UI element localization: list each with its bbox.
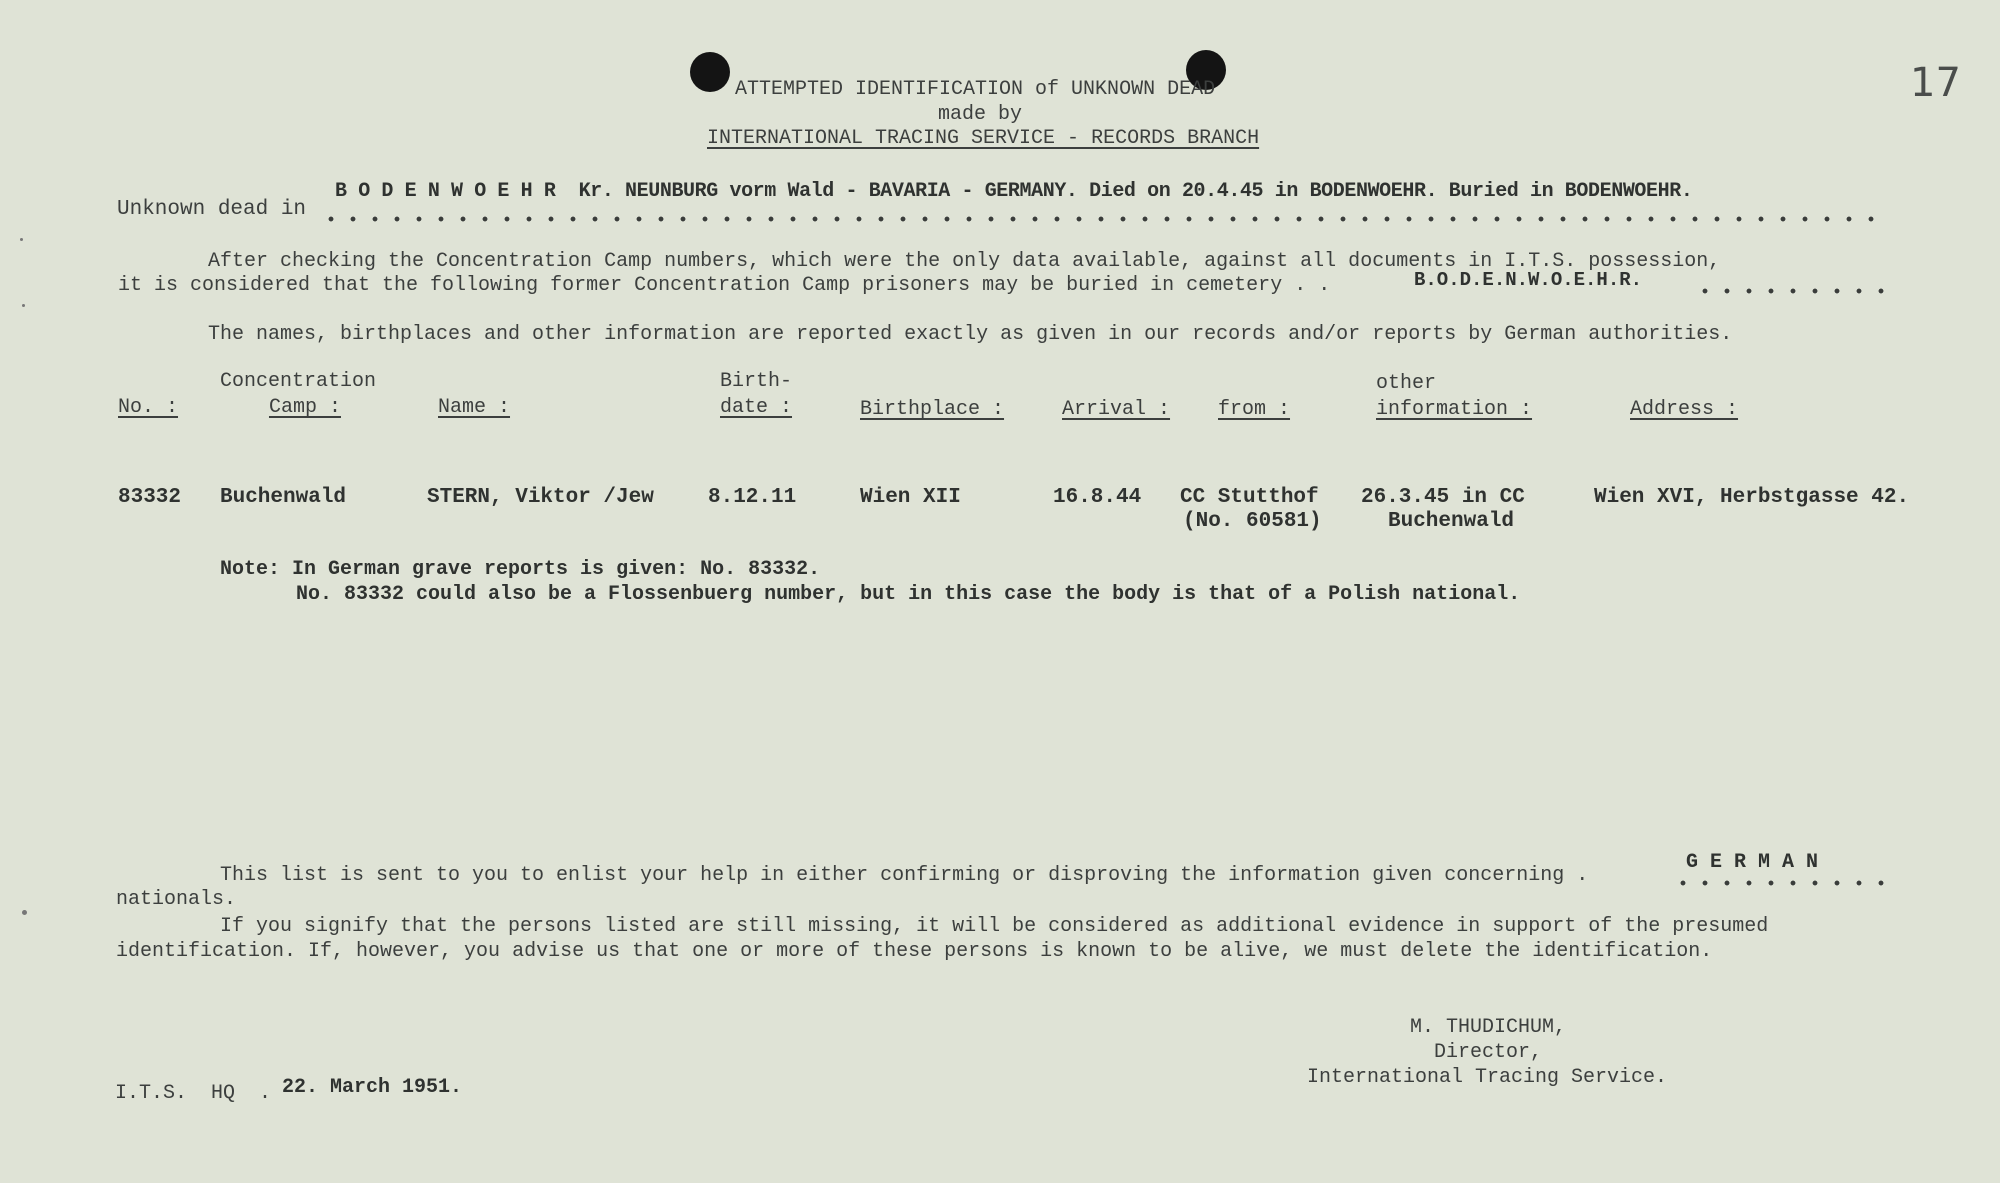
row-arrival: 16.8.44 — [1053, 486, 1142, 509]
header-organization: INTERNATIONAL TRACING SERVICE - RECORDS BRANCH — [707, 127, 1260, 150]
col-birthplace: Birthplace : — [860, 398, 1005, 421]
punch-hole-left — [690, 52, 730, 92]
dotted-leader-nationality — [1672, 880, 1892, 886]
col-address: Address : — [1630, 398, 1739, 421]
col-camp: Camp : — [268, 396, 341, 419]
closing-line-1: This list is sent to you to enlist your help in either confirming or disproving the information given concerning . — [220, 864, 1589, 887]
footer-place: I.T.S. HQ . — [115, 1082, 272, 1105]
dotted-leader-unknown-dead — [320, 216, 1880, 222]
signature-organization: International Tracing Service. — [1307, 1066, 1668, 1089]
row-from-line-1: CC Stutthof — [1180, 486, 1319, 509]
nationality: G E R M A N — [1686, 851, 1819, 874]
paper-speck — [22, 304, 25, 307]
row-birthplace: Wien XII — [860, 486, 961, 509]
row-other-line-2: Buchenwald — [1388, 510, 1515, 533]
intro-line-3: The names, birthplaces and other information are reported exactly as given in our records and/or reports by German authorities. — [208, 323, 1733, 346]
col-arrival: Arrival : — [1062, 398, 1171, 421]
col-other-top: other — [1376, 372, 1437, 395]
col-birthdate-top: Birth- — [720, 370, 793, 393]
header-made-by: made by — [938, 103, 1023, 126]
closing-line-2: nationals. — [116, 888, 237, 911]
note-line-2: No. 83332 could also be a Flossenbuerg number, but in this case the body is that of a Polish national. — [296, 583, 1521, 606]
closing-line-3: If you signify that the persons listed are still missing, it will be considered as additional evidence in support of the presumed — [220, 915, 1769, 938]
footer-date: 22. March 1951. — [282, 1076, 463, 1099]
paper-speck — [20, 238, 23, 241]
col-name: Name : — [438, 396, 511, 419]
row-from-line-2: (No. 60581) — [1183, 510, 1322, 533]
row-no: 83332 — [118, 486, 182, 509]
col-camp-top: Concentration — [220, 370, 377, 393]
row-birthdate: 8.12.11 — [708, 486, 797, 509]
dotted-leader-cemetery — [1694, 288, 1884, 294]
row-name: STERN, Viktor /Jew — [427, 486, 654, 509]
closing-line-4: identification. If, however, you advise us that one or more of these persons is known to be alive, we must delete the identification. — [116, 940, 1713, 963]
note-line-1: Note: In German grave reports is given: No. 83332. — [220, 558, 821, 581]
col-no: No. : — [118, 396, 179, 419]
row-other-line-1: 26.3.45 in CC — [1361, 486, 1525, 509]
page-number: 17 — [1910, 60, 1961, 106]
signature-title: Director, — [1434, 1041, 1543, 1064]
header-title: ATTEMPTED IDENTIFICATION of UNKNOWN DEAD — [735, 78, 1216, 101]
paper-speck — [22, 910, 27, 915]
unknown-dead-label: Unknown dead in — [117, 198, 307, 221]
signature-name: M. THUDICHUM, — [1410, 1016, 1567, 1039]
col-other: information : — [1376, 398, 1533, 421]
col-from: from : — [1218, 398, 1291, 421]
intro-line-2: it is considered that the following former Concentration Camp prisoners may be buried in cemetery . . — [118, 274, 1331, 297]
intro-line-1: After checking the Concentration Camp numbers, which were the only data available, against all documents in I.T.S. possession, — [208, 250, 1721, 273]
col-birthdate: date : — [720, 396, 793, 419]
cemetery-name: B.O.D.E.N.W.O.E.H.R. — [1414, 269, 1643, 291]
row-address: Wien XVI, Herbstgasse 42. — [1594, 486, 1910, 509]
unknown-dead-place: B O D E N W O E H R Kr. NEUNBURG vorm Wald - BAVARIA - GERMANY. Died on 20.4.45 in BODENWOEHR. Buried in BODENWOEHR. — [335, 180, 1693, 203]
row-camp: Buchenwald — [220, 486, 347, 509]
